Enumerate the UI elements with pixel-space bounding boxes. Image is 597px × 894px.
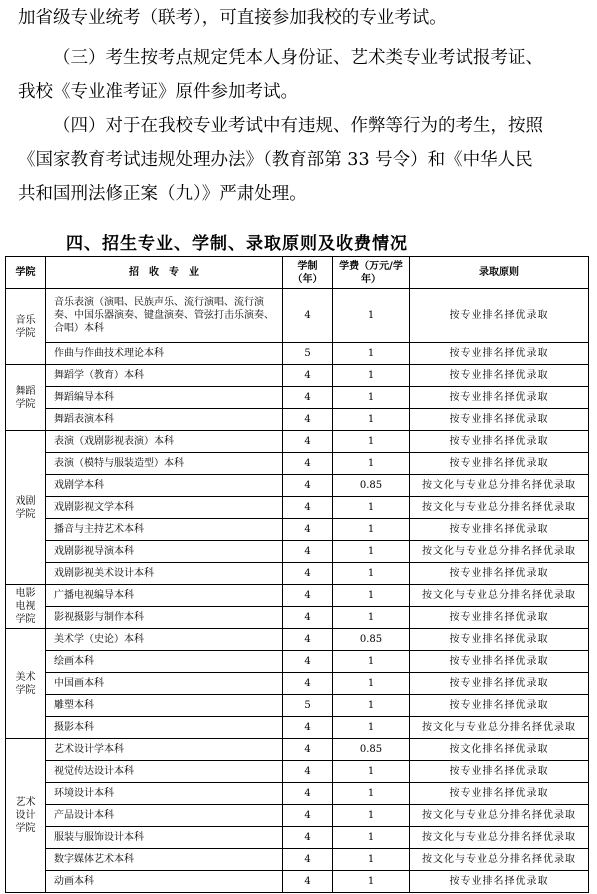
principle-cell: 按专业排名择优录取: [410, 453, 589, 475]
major-cell: 戏剧影视美术设计本科: [46, 563, 283, 585]
table-row: [6, 453, 589, 475]
fee-cell: 1: [333, 827, 410, 849]
paragraph-line: 我校《专业准考证》原件参加考试。: [18, 82, 298, 102]
major-cell: 舞蹈编导本科: [46, 387, 283, 409]
principle-cell: 按专业排名择优录取: [410, 289, 589, 343]
table-row: [6, 409, 589, 431]
principle-cell: 按文化与专业总分排名择优录取: [410, 585, 589, 607]
college-cell: [6, 585, 46, 629]
table-row: [6, 563, 589, 585]
principle-cell: 按专业排名择优录取: [410, 673, 589, 695]
fee-cell: 1: [333, 761, 410, 783]
principle-cell: 按专业排名择优录取: [410, 431, 589, 453]
years-cell: 4: [283, 805, 333, 827]
paragraph-line: （三）考生按考点规定凭本人身份证、艺术类专业考试报考证、: [53, 48, 543, 68]
principle-cell: 按专业排名择优录取: [410, 409, 589, 431]
principle-cell: 按专业排名择优录取: [410, 695, 589, 717]
major-cell: 视觉传达设计本科: [46, 761, 283, 783]
major-cell: 中国画本科: [46, 673, 283, 695]
principle-cell: 按专业排名择优录取: [410, 651, 589, 673]
college-label: 舞蹈学院: [15, 385, 36, 410]
major-cell: 雕塑本科: [46, 695, 283, 717]
principle-cell: 按专业排名择优录取: [410, 761, 589, 783]
principle-cell: 按专业排名择优录取: [410, 871, 589, 893]
years-cell: 4: [283, 585, 333, 607]
table-row: [6, 805, 589, 827]
major-cell: 戏剧学本科: [46, 475, 283, 497]
principle-cell: 按专业排名择优录取: [410, 519, 589, 541]
fee-cell: 1: [333, 289, 410, 343]
table-row: [6, 365, 589, 387]
table-header-row: [6, 257, 589, 289]
fee-cell: 1: [333, 431, 410, 453]
college-label: 艺术设计学院: [15, 797, 36, 834]
table-row: [6, 673, 589, 695]
fee-cell: 1: [333, 365, 410, 387]
college-cell: [6, 431, 46, 585]
years-cell: 4: [283, 761, 333, 783]
principle-cell: 按文化与专业总分排名择优录取: [410, 849, 589, 871]
fee-cell: 1: [333, 563, 410, 585]
header-major: 招 收 专 业: [46, 257, 283, 289]
fee-cell: 1: [333, 387, 410, 409]
fee-cell: 1: [333, 695, 410, 717]
years-cell: 4: [283, 431, 333, 453]
years-cell: 4: [283, 365, 333, 387]
table-row: [6, 289, 589, 343]
fee-cell: 1: [333, 541, 410, 563]
table-row: [6, 827, 589, 849]
college-cell: [6, 289, 46, 365]
years-cell: 4: [283, 519, 333, 541]
table-row: [6, 541, 589, 563]
major-cell: 摄影本科: [46, 717, 283, 739]
college-label: 戏剧学院: [15, 495, 36, 520]
principle-cell: 按专业排名择优录取: [410, 607, 589, 629]
fee-cell: 1: [333, 871, 410, 893]
table-row: [6, 717, 589, 739]
years-cell: 4: [283, 453, 333, 475]
principle-cell: 按文化与专业总分排名择优录取: [410, 497, 589, 519]
header-college: 学院: [6, 257, 46, 289]
paragraph-line: 《国家教育考试违规处理办法》（教育部第 33 号令）和《中华人民: [18, 150, 533, 170]
table-row: [6, 629, 589, 651]
major-cell: 戏剧影视导演本科: [46, 541, 283, 563]
principle-cell: 按专业排名择优录取: [410, 563, 589, 585]
table-row: [6, 607, 589, 629]
principle-cell: 按专业排名择优录取: [410, 629, 589, 651]
college-label: 电影电视学院: [15, 588, 36, 625]
years-cell: 4: [283, 289, 333, 343]
fee-cell: 1: [333, 519, 410, 541]
years-cell: 4: [283, 607, 333, 629]
major-cell: 戏剧影视文学本科: [46, 497, 283, 519]
table-row: [6, 761, 589, 783]
fee-cell: 0.85: [333, 475, 410, 497]
header-fee: 学费（万元/学年）: [333, 257, 410, 289]
table-row: [6, 739, 589, 761]
principle-cell: 按文化与专业总分排名择优录取: [410, 827, 589, 849]
table-row: [6, 783, 589, 805]
principle-cell: 按文化与专业总分排名择优录取: [410, 541, 589, 563]
major-cell: 产品设计本科: [46, 805, 283, 827]
years-cell: 4: [283, 497, 333, 519]
major-cell: 舞蹈表演本科: [46, 409, 283, 431]
fee-cell: 0.85: [333, 739, 410, 761]
years-cell: 4: [283, 563, 333, 585]
fee-cell: 1: [333, 497, 410, 519]
major-cell: 数字媒体艺术本科: [46, 849, 283, 871]
major-cell: 艺术设计学本科: [46, 739, 283, 761]
fee-cell: 1: [333, 805, 410, 827]
table-row: [6, 475, 589, 497]
college-label: 美术学院: [15, 671, 36, 696]
fee-cell: 0.85: [333, 629, 410, 651]
college-cell: [6, 365, 46, 431]
fee-cell: 1: [333, 651, 410, 673]
fee-cell: 1: [333, 673, 410, 695]
years-cell: 5: [283, 343, 333, 365]
principle-cell: 按专业排名择优录取: [410, 343, 589, 365]
principle-cell: 按文化排名择优录取: [410, 739, 589, 761]
table-row: [6, 695, 589, 717]
principle-cell: 按文化与专业总分排名择优录取: [410, 475, 589, 497]
college-label: 音乐学院: [15, 314, 36, 339]
major-cell: 影视摄影与制作本科: [46, 607, 283, 629]
years-cell: 4: [283, 717, 333, 739]
table-row: [6, 387, 589, 409]
fee-cell: 1: [333, 607, 410, 629]
fee-cell: 1: [333, 717, 410, 739]
major-cell: 广播电视编导本科: [46, 585, 283, 607]
paragraph-line: 共和国刑法修正案（九）》严肃处理。: [18, 184, 307, 204]
major-cell: 美术学（史论）本科: [46, 629, 283, 651]
major-cell: 舞蹈学（教育）本科: [46, 365, 283, 387]
years-cell: 4: [283, 651, 333, 673]
table-row: [6, 871, 589, 893]
table-body: [6, 289, 589, 893]
years-cell: 4: [283, 409, 333, 431]
major-cell: 音乐表演（演唱、民族声乐、流行演唱、流行演奏、中国乐器演奏、键盘演奏、管弦打击乐演奏、合唱）本科: [46, 289, 283, 343]
paragraph-line: （四）对于在我校专业考试中有违规、作弊等行为的考生，按照: [53, 116, 543, 136]
years-cell: 4: [283, 387, 333, 409]
fee-cell: 1: [333, 409, 410, 431]
college-cell: [6, 739, 46, 893]
table-row: [6, 849, 589, 871]
table-row: [6, 651, 589, 673]
major-cell: 播音与主持艺术本科: [46, 519, 283, 541]
fee-cell: 1: [333, 585, 410, 607]
paragraph-line: 加省级专业统考（联考），可直接参加我校的专业考试。: [18, 8, 447, 28]
years-cell: 4: [283, 475, 333, 497]
years-cell: 4: [283, 541, 333, 563]
years-cell: 4: [283, 827, 333, 849]
principle-cell: 按文化与专业总分排名择优录取: [410, 805, 589, 827]
major-cell: 动画本科: [46, 871, 283, 893]
principle-cell: 按专业排名择优录取: [410, 365, 589, 387]
principle-cell: 按专业排名择优录取: [410, 783, 589, 805]
major-cell: 表演（戏剧影视表演）本科: [46, 431, 283, 453]
college-cell: [6, 629, 46, 739]
section-title: 四、招生专业、学制、录取原则及收费情况: [66, 234, 408, 254]
principle-cell: 按文化与专业总分排名择优录取: [410, 717, 589, 739]
years-cell: 4: [283, 783, 333, 805]
years-cell: 4: [283, 849, 333, 871]
years-cell: 4: [283, 739, 333, 761]
major-cell: 绘画本科: [46, 651, 283, 673]
years-cell: 4: [283, 629, 333, 651]
major-cell: 作曲与作曲技术理论本科: [46, 343, 283, 365]
header-principle: 录取原则: [410, 257, 589, 289]
fee-cell: 1: [333, 849, 410, 871]
major-cell: 环境设计本科: [46, 783, 283, 805]
fee-cell: 1: [333, 453, 410, 475]
years-cell: 4: [283, 871, 333, 893]
fee-cell: 1: [333, 783, 410, 805]
major-cell: 表演（模特与服装造型）本科: [46, 453, 283, 475]
years-cell: 4: [283, 673, 333, 695]
table-row: [6, 431, 589, 453]
principle-cell: 按专业排名择优录取: [410, 387, 589, 409]
fee-cell: 1: [333, 343, 410, 365]
admissions-table: [5, 256, 589, 893]
table-row: [6, 343, 589, 365]
table-row: [6, 519, 589, 541]
table-row: [6, 585, 589, 607]
major-cell: 服装与服饰设计本科: [46, 827, 283, 849]
table-row: [6, 497, 589, 519]
header-years: 学制（年）: [283, 257, 333, 289]
years-cell: 5: [283, 695, 333, 717]
